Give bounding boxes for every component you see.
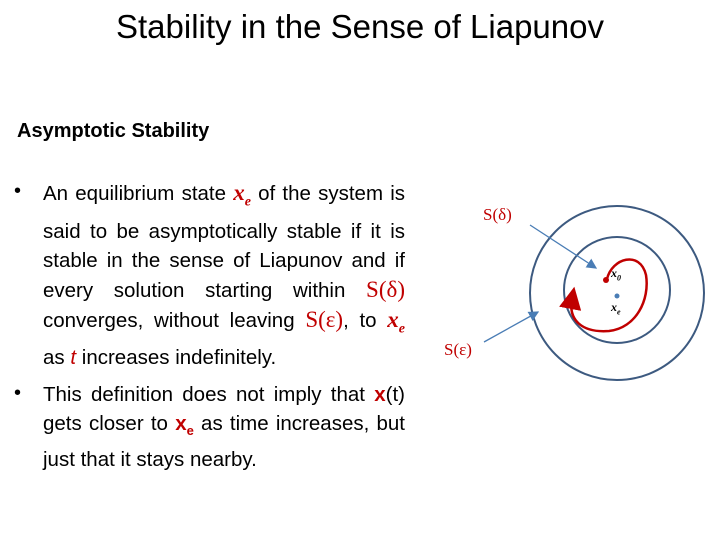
slide-title: Stability in the Sense of Liapunov bbox=[116, 8, 604, 45]
bullet-2-part: (t) bbox=[385, 383, 405, 406]
bullet-2-part: as time increases, but just that it stays nearby. bbox=[43, 412, 405, 472]
bullet-2-part: gets closer to bbox=[43, 412, 176, 435]
bullet-marker: • bbox=[14, 180, 22, 202]
bullet-1-part: , to bbox=[343, 308, 388, 332]
equilibrium-symbol: $x_e$ bbox=[387, 306, 406, 337]
equilibrium-symbol: $x_e$ bbox=[233, 180, 251, 210]
initial-state-point bbox=[603, 277, 609, 283]
state-symbol: x bbox=[374, 383, 386, 406]
inner-circle-s-delta bbox=[564, 237, 670, 343]
outer-circle-s-epsilon bbox=[530, 206, 704, 380]
equilibrium-symbol: $x_e$ bbox=[175, 412, 194, 439]
section-heading: Asymptotic Stability bbox=[17, 120, 210, 142]
s-delta-label: S(δ) bbox=[483, 205, 512, 224]
s-delta-symbol: S(δ) bbox=[366, 276, 405, 302]
trajectory-curve bbox=[571, 259, 646, 331]
s-epsilon-symbol: S(ε) bbox=[305, 306, 344, 332]
stability-diagram bbox=[420, 190, 710, 410]
bullet-1-part: of the system is said to be asymptotically stable if it is stable in the sense of Liapunov and if every solution starting within bbox=[43, 182, 406, 302]
bullet-1-part: as bbox=[43, 346, 71, 370]
s-epsilon-pointer bbox=[484, 312, 538, 342]
bullet-1-text bbox=[43, 178, 405, 372]
equilibrium-point bbox=[615, 294, 620, 299]
time-symbol: t bbox=[70, 346, 77, 370]
equilibrium-label: $x_e$ bbox=[611, 300, 621, 317]
bullet-2-text bbox=[43, 380, 405, 474]
bullet-2-part: This definition does not imply that bbox=[43, 383, 375, 406]
initial-state-label: $x_0$ bbox=[611, 266, 621, 283]
bullet-1-part: increases indefinitely. bbox=[76, 346, 277, 370]
s-epsilon-label: S(ε) bbox=[444, 340, 472, 359]
bullet-marker: • bbox=[14, 382, 22, 404]
bullet-1-part: An equilibrium state bbox=[43, 182, 234, 205]
bullet-1-part: converges, without leaving bbox=[43, 308, 306, 332]
